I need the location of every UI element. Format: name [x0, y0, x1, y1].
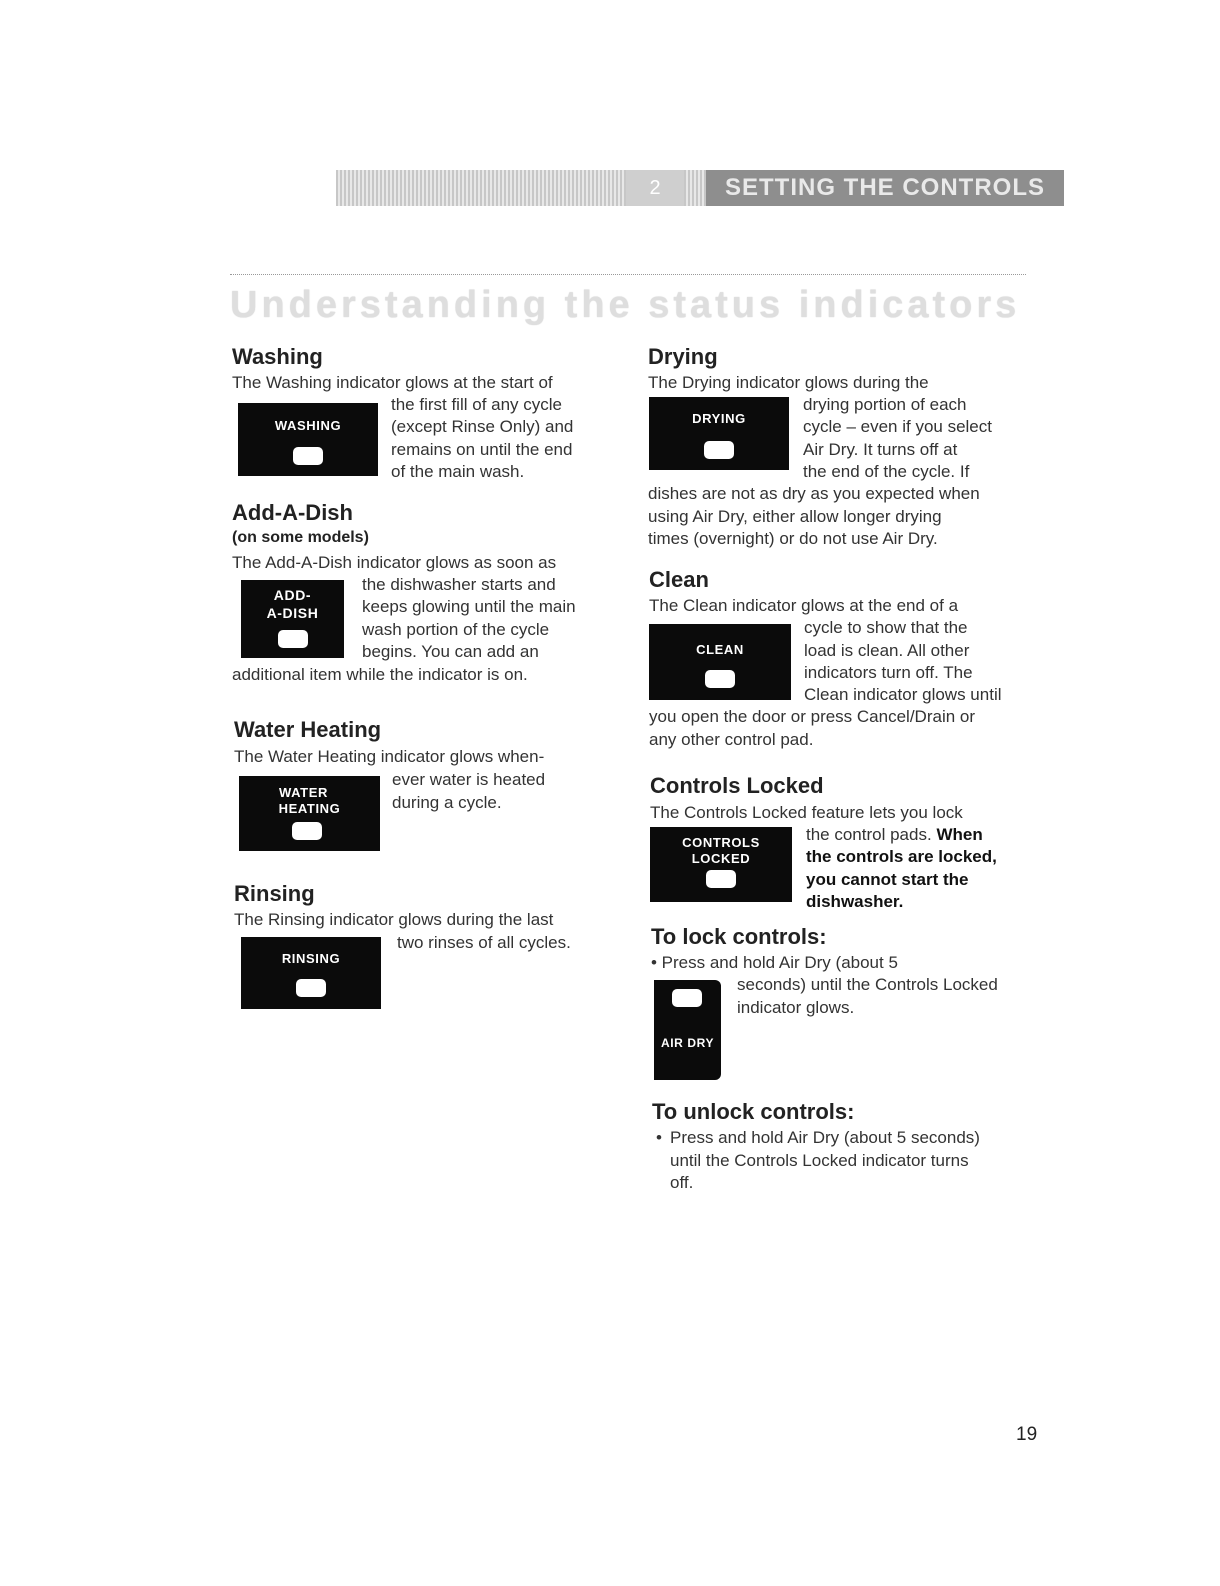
- drying-text-4: Air Dry. It turns off at: [803, 440, 958, 459]
- page-title: Understanding the status indicators: [230, 284, 1021, 326]
- clean-text-6: you open the door or press Cancel/Drain or: [649, 707, 976, 726]
- drying-text-1: The Drying indicator glows during the: [648, 373, 929, 392]
- controls-locked-indicator-label-2: LOCKED: [691, 851, 751, 866]
- water-heating-text-1: The Water Heating indicator glows when-: [234, 747, 545, 766]
- controls-locked-indicator-label-1: CONTROLS: [682, 835, 760, 850]
- air-dry-button-label: AIR DRY: [660, 1036, 715, 1050]
- drying-led-icon: [704, 441, 734, 459]
- page-number: 19: [1016, 1424, 1038, 1445]
- clean-text-7: any other control pad.: [649, 730, 814, 749]
- lock-heading: To lock controls:: [651, 924, 827, 949]
- water-heating-text-3: during a cycle.: [392, 793, 502, 812]
- clean-led-icon: [705, 670, 735, 688]
- add-a-dish-indicator: [241, 580, 344, 658]
- unlock-bullet: •: [656, 1128, 662, 1147]
- water-heating-led-icon: [292, 822, 322, 840]
- washing-text-5: of the main wash.: [391, 462, 525, 481]
- rinsing-text-1: The Rinsing indicator glows during the last: [234, 910, 554, 929]
- clean-text-5: Clean indicator glows until: [804, 685, 1002, 704]
- section-number: 2: [626, 170, 684, 206]
- unlock-text-1: Press and hold Air Dry (about 5 seconds): [670, 1128, 980, 1147]
- title-divider: [230, 274, 1026, 275]
- controls-locked-text-1: The Controls Locked feature lets you lock: [650, 803, 963, 822]
- add-a-dish-text-4: wash portion of the cycle: [362, 620, 550, 639]
- rinsing-led-icon: [296, 979, 326, 997]
- clean-indicator-label: CLEAN: [696, 642, 744, 657]
- controls-locked-heading: Controls Locked: [650, 773, 824, 798]
- clean-text-1: The Clean indicator glows at the end of a: [649, 596, 959, 615]
- water-heating-text-2: ever water is heated: [392, 770, 546, 789]
- drying-text-7: using Air Dry, either allow longer drying: [648, 507, 942, 526]
- controls-locked-bold-3: you cannot start the: [806, 870, 969, 889]
- controls-locked-text-2: [806, 824, 983, 847]
- add-a-dish-indicator-label-1: ADD-: [273, 587, 312, 603]
- washing-heading: Washing: [232, 344, 323, 369]
- water-heating-indicator-label-2: HEATING: [278, 801, 341, 816]
- controls-locked-indicator: [650, 827, 792, 902]
- unlock-text-3: off.: [670, 1173, 694, 1192]
- drying-text-5: the end of the cycle. If: [803, 462, 970, 481]
- rinsing-indicator: [241, 937, 381, 1009]
- add-a-dish-indicator-label-2: A-DISH: [266, 605, 319, 621]
- clean-text-2: cycle to show that the: [804, 618, 968, 637]
- unlock-heading: To unlock controls:: [652, 1099, 855, 1124]
- controls-locked-led-icon: [706, 870, 736, 888]
- add-a-dish-text-6: additional item while the indicator is on.: [232, 665, 528, 684]
- drying-text-8: times (overnight) or do not use Air Dry.: [648, 529, 938, 548]
- controls-locked-bold-4: dishwasher.: [806, 892, 904, 911]
- clean-indicator: [649, 624, 791, 700]
- washing-text-1: The Washing indicator glows at the start of: [232, 373, 553, 392]
- unlock-text-2: until the Controls Locked indicator turns: [670, 1151, 969, 1170]
- washing-text-4: remains on until the end: [391, 440, 573, 459]
- controls-locked-bold-2: the controls are locked,: [806, 847, 997, 866]
- water-heating-indicator: [239, 776, 380, 851]
- rinsing-text-2: two rinses of all cycles.: [397, 933, 571, 952]
- add-a-dish-subheading: (on some models): [232, 529, 369, 546]
- washing-indicator: [238, 403, 378, 476]
- washing-text-2: the first fill of any cycle: [391, 395, 563, 414]
- rinsing-indicator-label: RINSING: [281, 951, 341, 966]
- water-heating-indicator-label-1: WATER: [279, 785, 328, 800]
- add-a-dish-text-3: keeps glowing until the main: [362, 597, 576, 616]
- washing-indicator-label: WASHING: [274, 418, 342, 433]
- clean-text-4: indicators turn off. The: [804, 663, 973, 682]
- add-a-dish-heading: Add-A-Dish: [232, 500, 353, 525]
- section-label: SETTING THE CONTROLS: [706, 170, 1064, 206]
- drying-text-6: dishes are not as dry as you expected when: [648, 484, 980, 503]
- lock-text-3: indicator glows.: [737, 998, 855, 1017]
- air-dry-led-icon: [672, 989, 702, 1007]
- controls-locked-text-2-regular: the control pads.: [806, 825, 932, 844]
- add-a-dish-led-icon: [278, 630, 308, 648]
- clean-text-3: load is clean. All other: [804, 641, 970, 660]
- drying-indicator: [649, 397, 789, 470]
- drying-text-3: cycle – even if you select: [803, 417, 992, 436]
- add-a-dish-text-1: The Add-A-Dish indicator glows as soon as: [232, 553, 557, 572]
- controls-locked-bold-1: When: [936, 825, 983, 844]
- drying-heading: Drying: [648, 344, 718, 369]
- water-heating-heading: Water Heating: [234, 717, 382, 742]
- washing-led-icon: [293, 447, 323, 465]
- drying-indicator-label: DRYING: [692, 411, 746, 426]
- add-a-dish-text-2: the dishwasher starts and: [362, 575, 556, 594]
- washing-text-3: (except Rinse Only) and: [391, 417, 574, 436]
- air-dry-button[interactable]: [654, 980, 721, 1080]
- lock-text-2: seconds) until the Controls Locked: [737, 975, 998, 994]
- clean-heading: Clean: [649, 567, 709, 592]
- drying-text-2: drying portion of each: [803, 395, 967, 414]
- lock-text-1: • Press and hold Air Dry (about 5: [651, 953, 898, 972]
- rinsing-heading: Rinsing: [234, 881, 315, 906]
- add-a-dish-text-5: begins. You can add an: [362, 642, 539, 661]
